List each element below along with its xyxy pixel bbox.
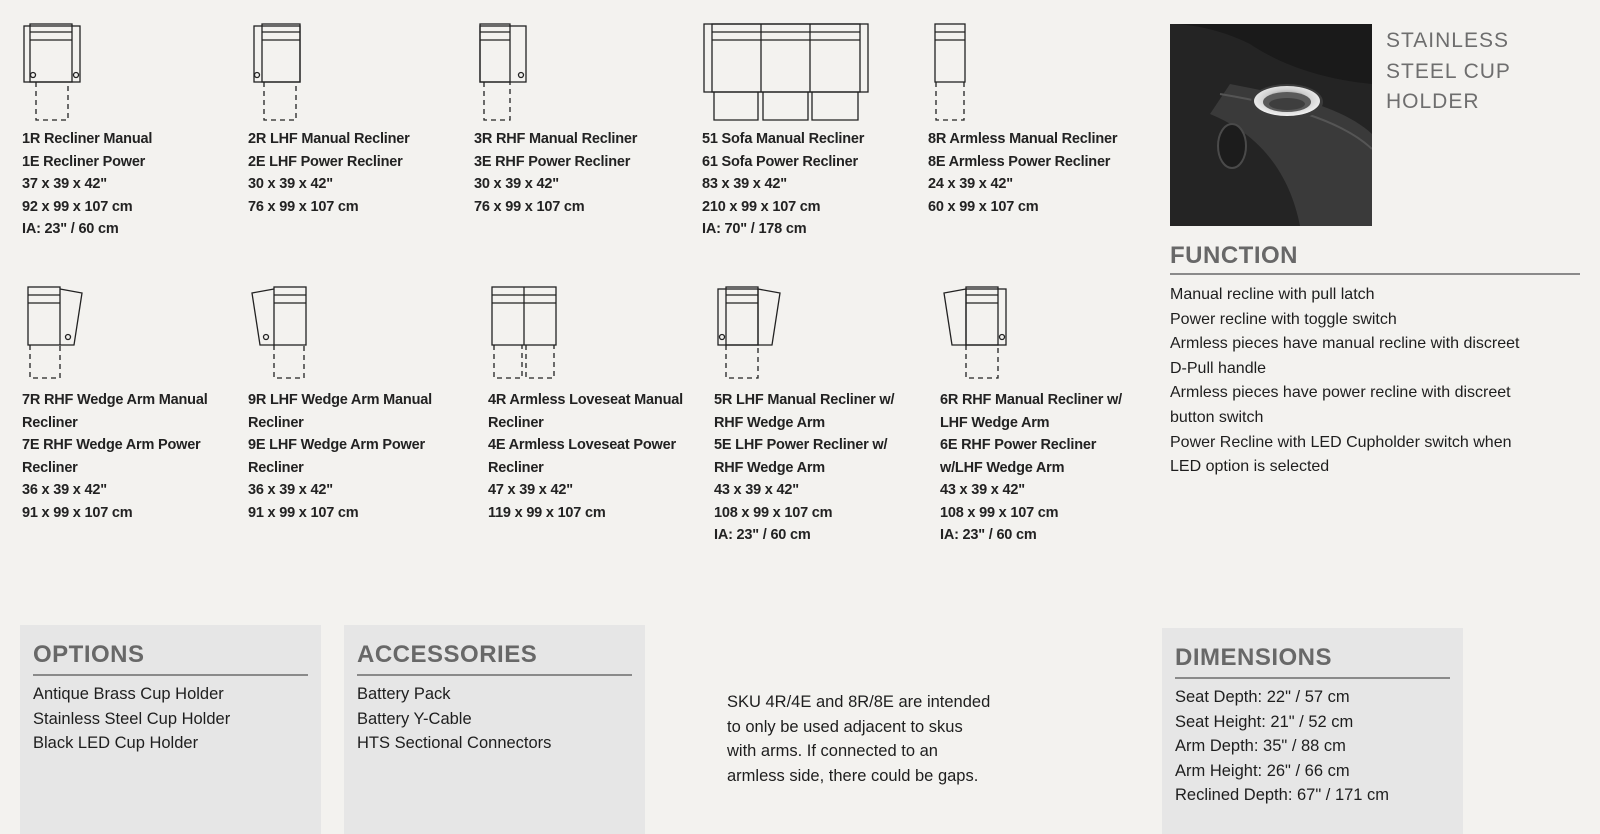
product-5r-5e <box>714 283 929 543</box>
product-line: 91 x 99 x 107 cm <box>248 504 359 521</box>
product-line: Recliner <box>488 414 544 431</box>
product-line: 5R LHF Manual Recliner w/ <box>714 392 895 408</box>
sku-note <box>727 690 1027 789</box>
product-line: LHF Wedge Arm <box>940 414 1050 431</box>
function-item: Power recline with toggle switch <box>1170 310 1397 328</box>
product-line: w/LHF Wedge Arm <box>940 459 1065 476</box>
option-item: Antique Brass Cup Holder <box>33 685 224 703</box>
function-item: LED option is selected <box>1170 458 1330 476</box>
note-line: to only be used adjacent to skus <box>727 717 963 736</box>
options-title: OPTIONS <box>33 641 145 668</box>
product-line: 83 x 39 x 42" <box>702 176 787 192</box>
divider <box>357 674 632 676</box>
divider <box>1175 677 1450 679</box>
stainless-cup-holder-icon <box>1170 24 1372 226</box>
note-line: SKU 4R/4E and 8R/8E are intended <box>727 693 991 711</box>
product-line: 92 x 99 x 107 cm <box>22 198 133 215</box>
product-line: 2E LHF Power Recliner <box>248 153 403 170</box>
product-line: 2R LHF Manual Recliner <box>248 131 410 147</box>
divider <box>33 674 308 676</box>
product-line: 60 x 99 x 107 cm <box>928 198 1039 215</box>
product-line: Recliner <box>22 414 78 431</box>
product-line: Recliner <box>248 459 304 476</box>
caption-line: STAINLESS <box>1386 29 1509 52</box>
options-panel <box>20 625 321 834</box>
dimensions-title: DIMENSIONS <box>1175 644 1333 671</box>
function-item: D-Pull handle <box>1170 359 1267 377</box>
function-title: FUNCTION <box>1170 242 1298 269</box>
dimension-item: Arm Height: 26" / 66 cm <box>1175 761 1350 780</box>
product-51-61-sofa <box>702 20 917 237</box>
function-item: Power Recline with LED Cupholder switch when <box>1170 433 1512 451</box>
product-line: RHF Wedge Arm <box>714 459 825 476</box>
product-line: 119 x 99 x 107 cm <box>488 504 606 521</box>
product-line: 4R Armless Loveseat Manual <box>488 392 683 408</box>
dimension-item: Reclined Depth: 67" / 171 cm <box>1175 786 1390 805</box>
accessory-item: HTS Sectional Connectors <box>357 734 552 753</box>
product-line: 36 x 39 x 42" <box>248 482 333 498</box>
dimension-item: Seat Height: 21" / 52 cm <box>1175 712 1354 731</box>
dimensions-list <box>1175 685 1450 808</box>
rhf-recliner-lhf-wedge-diagram-icon <box>940 283 1020 388</box>
product-line: 6R RHF Manual Recliner w/ <box>940 392 1122 408</box>
product-line: 36 x 39 x 42" <box>22 482 107 498</box>
product-line: 108 x 99 x 107 cm <box>714 504 833 521</box>
product-line: 43 x 39 x 42" <box>714 482 799 498</box>
product-line: 24 x 39 x 42" <box>928 176 1013 192</box>
product-line: 7R RHF Wedge Arm Manual <box>22 392 208 408</box>
lhf-recliner-rhf-wedge-diagram-icon <box>714 283 794 388</box>
function-section <box>1170 242 1580 480</box>
product-line: 9R LHF Wedge Arm Manual <box>248 392 432 408</box>
recliner-diagram-icon <box>22 20 92 125</box>
caption-line: STEEL CUP <box>1386 59 1511 83</box>
product-line: Recliner <box>248 414 304 431</box>
product-line: 76 x 99 x 107 cm <box>474 198 585 215</box>
product-9r-9e <box>248 283 463 521</box>
function-item: button switch <box>1170 408 1264 426</box>
option-item: Stainless Steel Cup Holder <box>33 709 231 728</box>
product-line: 51 Sofa Manual Recliner <box>702 131 865 147</box>
product-line: 76 x 99 x 107 cm <box>248 198 359 215</box>
product-line: RHF Wedge Arm <box>714 414 825 431</box>
lhf-recliner-diagram-icon <box>248 20 318 125</box>
product-line: 9E LHF Wedge Arm Power <box>248 437 425 453</box>
product-line: IA: 70" / 178 cm <box>702 221 807 237</box>
product-line: 4E Armless Loveseat Power <box>488 437 676 453</box>
product-line: Recliner <box>488 459 544 476</box>
rhf-recliner-diagram-icon <box>474 20 544 125</box>
armless-loveseat-diagram-icon <box>488 283 568 388</box>
cup-holder-photo <box>1170 24 1372 226</box>
accessory-item: Battery Y-Cable <box>357 709 472 728</box>
dimensions-panel <box>1162 628 1463 834</box>
product-line: 30 x 39 x 42" <box>248 176 333 192</box>
product-7r-7e <box>22 283 237 521</box>
product-line: 5E LHF Power Recliner w/ <box>714 437 888 453</box>
sofa-diagram-icon <box>702 20 872 125</box>
function-item: Armless pieces have manual recline with discreet <box>1170 335 1520 353</box>
product-line: IA: 23" / 60 cm <box>714 527 811 543</box>
product-6r-6e <box>940 283 1155 543</box>
product-line: 3E RHF Power Recliner <box>474 153 631 170</box>
product-line: 6E RHF Power Recliner <box>940 437 1097 453</box>
accessory-item: Battery Pack <box>357 685 451 703</box>
product-line: 30 x 39 x 42" <box>474 176 559 192</box>
dimension-item: Seat Depth: 22" / 57 cm <box>1175 688 1350 706</box>
product-line: 91 x 99 x 107 cm <box>22 504 133 521</box>
note-line: armless side, there could be gaps. <box>727 767 979 786</box>
accessories-list <box>357 682 632 756</box>
product-line: IA: 23" / 60 cm <box>22 221 119 237</box>
product-line: 8R Armless Manual Recliner <box>928 131 1118 147</box>
product-line: 108 x 99 x 107 cm <box>940 504 1059 521</box>
accessories-panel <box>344 625 645 834</box>
note-line: with arms. If connected to an <box>727 742 938 761</box>
product-8r-8e <box>928 20 1143 215</box>
rhf-wedge-recliner-diagram-icon <box>22 283 92 388</box>
product-line: 7E RHF Wedge Arm Power <box>22 437 201 453</box>
product-line: Recliner <box>22 459 78 476</box>
product-line: 61 Sofa Power Recliner <box>702 153 858 170</box>
product-line: 8E Armless Power Recliner <box>928 153 1111 170</box>
product-line: 43 x 39 x 42" <box>940 482 1025 498</box>
photo-caption <box>1386 26 1511 118</box>
caption-line: HOLDER <box>1386 90 1480 113</box>
product-2r-2e <box>248 20 463 215</box>
function-item: Armless pieces have power recline with discreet <box>1170 384 1511 402</box>
product-4r-4e <box>488 283 703 521</box>
product-line: 47 x 39 x 42" <box>488 482 573 498</box>
function-item: Manual recline with pull latch <box>1170 286 1375 303</box>
accessories-title: ACCESSORIES <box>357 641 538 668</box>
lhf-wedge-recliner-diagram-icon <box>248 283 318 388</box>
function-list <box>1170 283 1580 480</box>
product-line: 3R RHF Manual Recliner <box>474 131 638 147</box>
option-item: Black LED Cup Holder <box>33 734 199 753</box>
product-line: 210 x 99 x 107 cm <box>702 198 821 215</box>
product-line: 1E Recliner Power <box>22 153 146 170</box>
divider <box>1170 273 1580 275</box>
dimension-item: Arm Depth: 35" / 88 cm <box>1175 737 1346 756</box>
product-line: 37 x 39 x 42" <box>22 176 107 192</box>
armless-recliner-diagram-icon <box>928 20 998 125</box>
product-line: 1R Recliner Manual <box>22 131 153 147</box>
product-1r-1e <box>22 20 237 237</box>
options-list <box>33 682 308 756</box>
product-3r-3e <box>474 20 689 215</box>
product-line: IA: 23" / 60 cm <box>940 527 1037 543</box>
